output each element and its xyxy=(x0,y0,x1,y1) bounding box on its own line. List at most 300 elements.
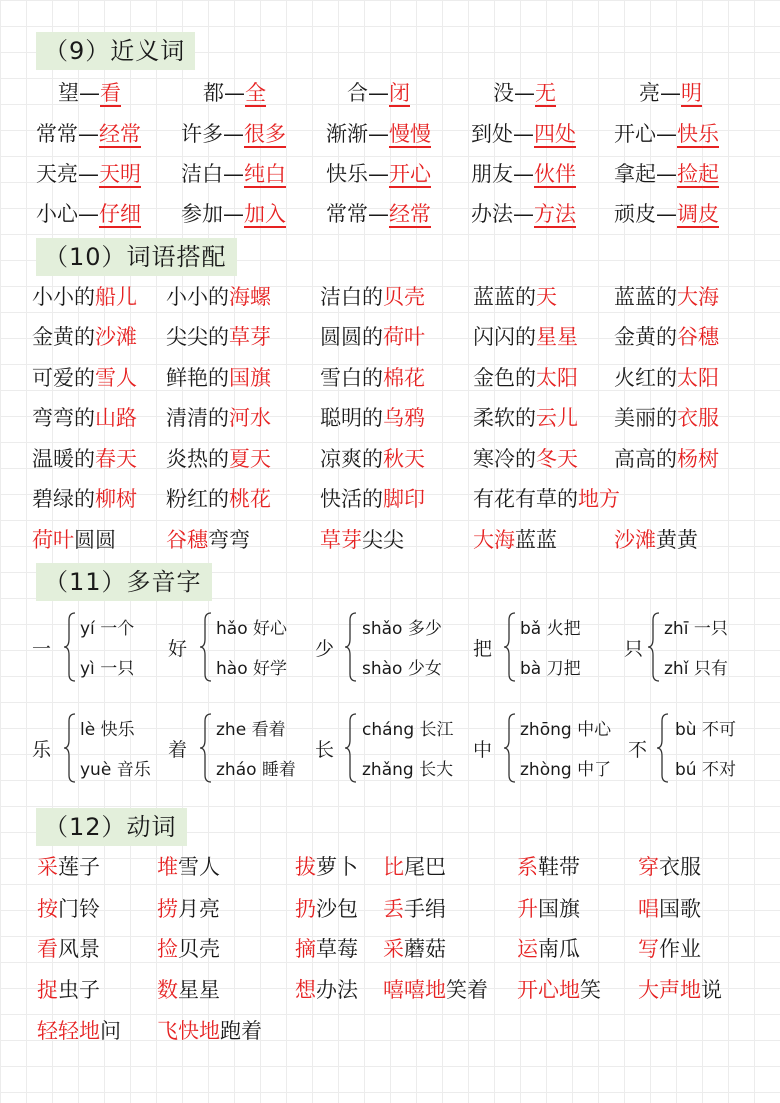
synonym-row xyxy=(0,75,780,111)
synonym-answer: 很多 xyxy=(244,122,286,146)
verb-phrase xyxy=(638,931,701,967)
noun-answer: 衣服 xyxy=(677,406,719,430)
synonym-answer: 方法 xyxy=(534,202,576,226)
synonym-answer: 调皮 xyxy=(677,202,719,226)
collocation-item xyxy=(32,400,137,436)
brace-icon xyxy=(64,713,76,783)
brace-icon xyxy=(200,612,212,682)
verb-answer: 写 xyxy=(638,937,659,961)
modifier: 闪闪的 xyxy=(473,325,536,349)
modifier: 高高的 xyxy=(614,447,677,471)
modifier: 可爱的 xyxy=(32,366,95,390)
verb-answer: 捡 xyxy=(157,937,178,961)
noun-answer: 河水 xyxy=(229,406,271,430)
reading xyxy=(216,755,296,780)
noun-answer: 草芽 xyxy=(229,325,271,349)
collocation-row xyxy=(0,400,780,436)
collocation-item xyxy=(166,319,271,355)
collocation-item xyxy=(32,279,137,315)
noun-answer: 冬天 xyxy=(536,447,578,471)
brace-icon xyxy=(657,713,669,783)
synonym-pair xyxy=(36,196,141,232)
reading xyxy=(216,715,286,740)
object: 问 xyxy=(100,1019,121,1043)
object: 沙包 xyxy=(316,897,358,921)
collocation-item xyxy=(320,441,425,477)
object: 莲子 xyxy=(58,855,100,879)
noun-answer: 桃花 xyxy=(229,487,271,511)
word: 快乐— xyxy=(326,162,389,186)
reading xyxy=(675,715,736,740)
collocation-item xyxy=(473,279,557,315)
example-word: 音乐 xyxy=(116,760,151,780)
verb-phrase xyxy=(517,972,601,1008)
brace-icon xyxy=(345,612,357,682)
polyphonic-char: 一 xyxy=(32,638,52,660)
verb-phrase xyxy=(295,891,358,927)
modifier: 弯弯的 xyxy=(32,406,95,430)
synonym-answer: 开心 xyxy=(389,162,431,186)
verb-phrase xyxy=(37,972,100,1008)
collocation-row xyxy=(0,522,780,558)
synonym-answer: 慢慢 xyxy=(389,122,431,146)
pinyin: hǎo xyxy=(216,619,248,639)
modifier: 金色的 xyxy=(473,366,536,390)
collocation-item xyxy=(166,360,271,396)
verb-phrase xyxy=(295,931,358,967)
noun-answer: 地方 xyxy=(578,487,620,511)
synonym-answer: 全 xyxy=(245,81,266,105)
noun-answer: 太阳 xyxy=(536,366,578,390)
polyphonic-char: 着 xyxy=(168,739,188,761)
synonym-pair xyxy=(471,196,576,232)
verb-phrase xyxy=(295,849,358,885)
pinyin: bù xyxy=(675,720,697,740)
verb-phrase xyxy=(638,972,722,1008)
word: 拿起— xyxy=(614,162,677,186)
reading xyxy=(362,755,453,780)
collocation-item xyxy=(473,481,620,517)
collocation-item xyxy=(166,481,271,517)
reading xyxy=(362,654,442,679)
noun-answer: 太阳 xyxy=(677,366,719,390)
verb-row xyxy=(0,849,780,885)
pinyin: hào xyxy=(216,659,248,679)
noun-answer: 春天 xyxy=(95,447,137,471)
object: 办法 xyxy=(316,978,358,1002)
noun-answer: 杨树 xyxy=(677,447,719,471)
collocation-item xyxy=(32,360,137,396)
modifier: 鲜艳的 xyxy=(166,366,229,390)
verb-answer: 比 xyxy=(383,855,404,879)
example-word: 睡着 xyxy=(261,760,296,780)
verb-answer: 扔 xyxy=(295,897,316,921)
synonym-answer: 纯白 xyxy=(244,162,286,186)
synonym-answer: 加入 xyxy=(244,202,286,226)
object: 国歌 xyxy=(659,897,701,921)
example-word: 不可 xyxy=(701,720,736,740)
object: 手绢 xyxy=(404,897,446,921)
polyphonic-group xyxy=(0,713,780,783)
object: 尾巴 xyxy=(404,855,446,879)
synonym-pair xyxy=(181,156,286,192)
collocation-item xyxy=(473,319,578,355)
synonym-answer: 仔细 xyxy=(99,202,141,226)
noun-answer: 山路 xyxy=(95,406,137,430)
polyphonic-group xyxy=(0,713,780,783)
section-11-title: （11）多音字 xyxy=(36,563,212,601)
verb-phrase xyxy=(383,891,446,927)
synonym-answer: 无 xyxy=(535,81,556,105)
verb-row xyxy=(0,1013,780,1049)
noun-answer: 贝壳 xyxy=(383,285,425,309)
modifier: 凉爽的 xyxy=(320,447,383,471)
noun-answer: 秋天 xyxy=(383,447,425,471)
pinyin: bǎ xyxy=(520,619,542,639)
pinyin: yuè xyxy=(80,760,112,780)
verb-answer: 拔 xyxy=(295,855,316,879)
verb-answer: 系 xyxy=(517,855,538,879)
polyphonic-group xyxy=(0,612,780,682)
modifier: 洁白的 xyxy=(320,285,383,309)
noun-answer: 天 xyxy=(536,285,557,309)
noun-answer: 国旗 xyxy=(229,366,271,390)
verb-answer: 丢 xyxy=(383,897,404,921)
modifier: 火红的 xyxy=(614,366,677,390)
verb-answer: 唱 xyxy=(638,897,659,921)
pinyin: cháng xyxy=(362,720,415,740)
object: 门铃 xyxy=(58,897,100,921)
object: 说 xyxy=(701,978,722,1002)
brace-icon xyxy=(200,713,212,783)
example-word: 长江 xyxy=(419,720,454,740)
collocation-row xyxy=(0,481,780,517)
noun-answer: 沙滩 xyxy=(614,528,656,552)
verb-answer: 轻轻地 xyxy=(37,1019,100,1043)
synonym-answer: 闭 xyxy=(389,81,410,105)
modifier: 圆圆的 xyxy=(320,325,383,349)
verb-answer: 堆 xyxy=(157,855,178,879)
synonym-answer: 经常 xyxy=(389,202,431,226)
collocation-item xyxy=(614,441,719,477)
synonym-pair xyxy=(36,116,141,152)
synonym-pair xyxy=(614,156,719,192)
brace-icon xyxy=(504,713,516,783)
example-word: 一个 xyxy=(100,619,135,639)
verb-answer: 穿 xyxy=(638,855,659,879)
example-word: 看着 xyxy=(251,720,286,740)
noun-answer: 草芽 xyxy=(320,528,362,552)
noun-answer: 船儿 xyxy=(95,285,137,309)
object: 衣服 xyxy=(659,855,701,879)
verb-answer: 大声地 xyxy=(638,978,701,1002)
word: 常常— xyxy=(36,122,99,146)
modifier: 尖尖的 xyxy=(166,325,229,349)
example-word: 一只 xyxy=(100,659,135,679)
object: 草莓 xyxy=(316,937,358,961)
brace-icon xyxy=(345,713,357,783)
collocation-item xyxy=(473,522,557,558)
polyphonic-group xyxy=(0,713,780,783)
verb-phrase xyxy=(37,931,100,967)
noun-answer: 雪人 xyxy=(95,366,137,390)
noun-answer: 大海 xyxy=(473,528,515,552)
collocation-item xyxy=(320,481,425,517)
noun-answer: 荷叶 xyxy=(383,325,425,349)
collocation-item xyxy=(320,522,404,558)
object: 风景 xyxy=(58,937,100,961)
synonym-row xyxy=(0,156,780,192)
modifier: 粉红的 xyxy=(166,487,229,511)
pinyin: yì xyxy=(80,659,95,679)
reading xyxy=(80,755,151,780)
example-word: 中了 xyxy=(577,760,612,780)
word: 常常— xyxy=(326,202,389,226)
example-word: 刀把 xyxy=(546,659,581,679)
collocation-item xyxy=(614,319,719,355)
word: 没— xyxy=(493,81,535,105)
verb-answer: 飞快地 xyxy=(157,1019,220,1043)
pinyin: shào xyxy=(362,659,403,679)
object: 虫子 xyxy=(58,978,100,1002)
polyphonic-char: 中 xyxy=(473,739,493,761)
synonym-answer: 天明 xyxy=(99,162,141,186)
modifier: 小小的 xyxy=(32,285,95,309)
synonym-pair xyxy=(326,156,431,192)
modifier: 圆圆 xyxy=(74,528,116,552)
reading xyxy=(80,654,134,679)
collocation-row xyxy=(0,279,780,315)
pinyin: zhōng xyxy=(520,720,572,740)
example-word: 只有 xyxy=(693,659,728,679)
modifier: 尖尖 xyxy=(362,528,404,552)
example-word: 多少 xyxy=(407,619,442,639)
modifier: 美丽的 xyxy=(614,406,677,430)
collocation-item xyxy=(614,400,719,436)
modifier: 金黄的 xyxy=(614,325,677,349)
verb-answer: 开心地 xyxy=(517,978,580,1002)
pinyin: zhòng xyxy=(520,760,572,780)
noun-answer: 谷穗 xyxy=(677,325,719,349)
modifier: 雪白的 xyxy=(320,366,383,390)
modifier: 寒冷的 xyxy=(473,447,536,471)
word: 洁白— xyxy=(181,162,244,186)
verb-phrase xyxy=(638,849,701,885)
word: 天亮— xyxy=(36,162,99,186)
reading xyxy=(80,715,135,740)
collocation-item xyxy=(614,360,719,396)
example-word: 一只 xyxy=(693,619,728,639)
object: 笑着 xyxy=(446,978,488,1002)
verb-answer: 升 xyxy=(517,897,538,921)
brace-icon xyxy=(64,612,76,682)
verb-answer: 数 xyxy=(157,978,178,1002)
synonym-pair xyxy=(471,156,576,192)
synonym-answer: 捡起 xyxy=(677,162,719,186)
verb-phrase xyxy=(157,972,220,1008)
object: 萝卜 xyxy=(316,855,358,879)
polyphonic-group xyxy=(0,612,780,682)
modifier: 清清的 xyxy=(166,406,229,430)
synonym-pair xyxy=(639,75,702,111)
reading xyxy=(664,654,728,679)
object: 贝壳 xyxy=(178,937,220,961)
polyphonic-char: 只 xyxy=(624,638,644,660)
object: 雪人 xyxy=(178,855,220,879)
noun-answer: 大海 xyxy=(677,285,719,309)
object: 跑着 xyxy=(220,1019,262,1043)
pinyin: bú xyxy=(675,760,697,780)
pinyin: zhe xyxy=(216,720,247,740)
pinyin: shǎo xyxy=(362,619,403,639)
example-word: 快乐 xyxy=(100,720,135,740)
collocation-item xyxy=(320,319,425,355)
polyphonic-group xyxy=(0,612,780,682)
verb-phrase xyxy=(295,972,358,1008)
synonym-answer: 经常 xyxy=(99,122,141,146)
synonym-pair xyxy=(471,116,576,152)
polyphonic-group xyxy=(0,612,780,682)
polyphonic-char: 少 xyxy=(315,638,335,660)
verb-phrase xyxy=(517,849,580,885)
example-word: 好心 xyxy=(253,619,287,639)
synonym-answer: 看 xyxy=(100,81,121,105)
collocation-item xyxy=(473,400,578,436)
modifier: 炎热的 xyxy=(166,447,229,471)
pinyin: yí xyxy=(80,619,95,639)
synonym-pair xyxy=(58,75,121,111)
synonym-answer: 四处 xyxy=(534,122,576,146)
noun-answer: 沙滩 xyxy=(95,325,137,349)
noun-answer: 柳树 xyxy=(95,487,137,511)
section-9-title: （9）近义词 xyxy=(36,32,195,70)
reading xyxy=(664,614,728,639)
collocation-row xyxy=(0,319,780,355)
verb-answer: 看 xyxy=(37,937,58,961)
reading xyxy=(520,654,581,679)
modifier: 蓝蓝的 xyxy=(614,285,677,309)
verb-answer: 嘻嘻地 xyxy=(383,978,446,1002)
modifier: 柔软的 xyxy=(473,406,536,430)
verb-answer: 捉 xyxy=(37,978,58,1002)
verb-row xyxy=(0,972,780,1008)
polyphonic-char: 长 xyxy=(315,739,335,761)
collocation-item xyxy=(166,400,271,436)
collocation-item xyxy=(320,400,425,436)
collocation-item xyxy=(614,279,719,315)
collocation-item xyxy=(32,522,116,558)
synonym-pair xyxy=(614,116,719,152)
verb-phrase xyxy=(157,931,220,967)
word: 望— xyxy=(58,81,100,105)
verb-row xyxy=(0,931,780,967)
polyphonic-group xyxy=(0,713,780,783)
word: 合— xyxy=(347,81,389,105)
collocation-item xyxy=(473,441,578,477)
reading xyxy=(216,654,287,679)
pinyin: bà xyxy=(520,659,542,679)
modifier: 有花有草的 xyxy=(473,487,578,511)
verb-phrase xyxy=(37,849,100,885)
object: 蘑菇 xyxy=(404,937,446,961)
object: 星星 xyxy=(178,978,220,1002)
polyphonic-group xyxy=(0,612,780,682)
noun-answer: 海螺 xyxy=(229,285,271,309)
pinyin: zháo xyxy=(216,760,257,780)
verb-row xyxy=(0,891,780,927)
word: 许多— xyxy=(181,122,244,146)
collocation-item xyxy=(166,279,271,315)
verb-answer: 运 xyxy=(517,937,538,961)
pinyin: zhī xyxy=(664,619,689,639)
verb-phrase xyxy=(383,972,488,1008)
noun-answer: 云儿 xyxy=(536,406,578,430)
word: 到处— xyxy=(471,122,534,146)
object: 鞋带 xyxy=(538,855,580,879)
synonym-row xyxy=(0,196,780,232)
object: 国旗 xyxy=(538,897,580,921)
collocation-item xyxy=(320,279,425,315)
modifier: 快活的 xyxy=(320,487,383,511)
brace-icon xyxy=(504,612,516,682)
example-word: 中心 xyxy=(577,720,612,740)
pinyin: lè xyxy=(80,720,96,740)
verb-phrase xyxy=(37,1013,121,1049)
synonym-pair xyxy=(181,116,286,152)
object: 月亮 xyxy=(178,897,220,921)
verb-phrase xyxy=(37,891,100,927)
modifier: 金黄的 xyxy=(32,325,95,349)
synonym-pair xyxy=(326,196,431,232)
verb-phrase xyxy=(157,1013,262,1049)
collocation-item xyxy=(32,481,137,517)
verb-phrase xyxy=(157,891,220,927)
modifier: 弯弯 xyxy=(208,528,250,552)
polyphonic-char: 乐 xyxy=(32,739,52,761)
synonym-pair xyxy=(493,75,556,111)
word: 渐渐— xyxy=(326,122,389,146)
modifier: 蓝蓝 xyxy=(515,528,557,552)
collocation-row xyxy=(0,441,780,477)
pinyin: zhǎng xyxy=(362,760,414,780)
modifier: 蓝蓝的 xyxy=(473,285,536,309)
synonym-pair xyxy=(347,75,410,111)
modifier: 温暖的 xyxy=(32,447,95,471)
section-12-title: （12）动词 xyxy=(36,808,187,846)
synonym-pair xyxy=(614,196,719,232)
noun-answer: 乌鸦 xyxy=(383,406,425,430)
noun-answer: 棉花 xyxy=(383,366,425,390)
verb-phrase xyxy=(383,849,446,885)
polyphonic-char: 不 xyxy=(628,739,648,761)
reading xyxy=(520,715,611,740)
reading xyxy=(675,755,736,780)
object: 南瓜 xyxy=(538,937,580,961)
collocation-item xyxy=(166,441,271,477)
modifier: 聪明的 xyxy=(320,406,383,430)
word: 顽皮— xyxy=(614,202,677,226)
verb-answer: 捞 xyxy=(157,897,178,921)
synonym-pair xyxy=(203,75,266,111)
example-word: 少女 xyxy=(407,659,442,679)
collocation-item xyxy=(473,360,578,396)
example-word: 好学 xyxy=(253,659,287,679)
verb-phrase xyxy=(157,849,220,885)
noun-answer: 脚印 xyxy=(383,487,425,511)
collocation-item xyxy=(614,522,698,558)
polyphonic-char: 好 xyxy=(168,638,188,660)
verb-answer: 采 xyxy=(383,937,404,961)
